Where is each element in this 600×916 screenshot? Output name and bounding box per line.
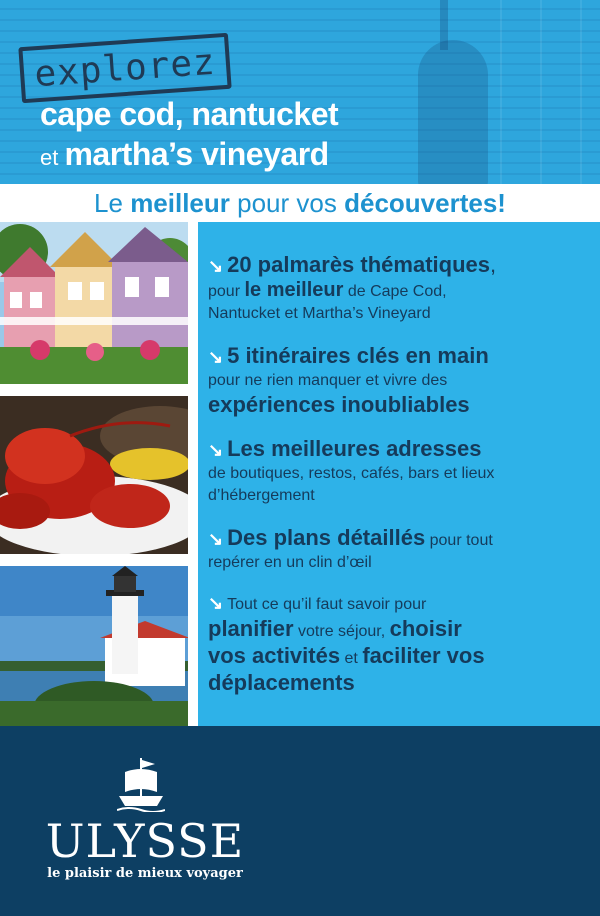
photo-lobster <box>0 396 188 554</box>
title-connector: et <box>40 145 65 170</box>
feature-4-rest: pour tout <box>425 532 493 549</box>
feature-5-bold-planifier: planifier <box>208 616 294 641</box>
arrow-down-right-icon: ↘ <box>208 529 224 549</box>
feature-2-line2: pour ne rien manquer et vivre des <box>208 372 448 389</box>
feature-3-line2: de boutiques, restos, cafés, bars et lieux <box>208 465 495 482</box>
publisher-slogan: le plaisir de mieux voyager <box>47 866 243 881</box>
feature-3-title: Les meilleures adresses <box>227 436 482 461</box>
feature-1-post: de Cape Cod, <box>343 283 447 300</box>
feature-5-line1: Tout ce qu’il faut savoir pour <box>227 596 427 613</box>
photo-column <box>0 222 198 726</box>
tagline-part-2: pour vos <box>237 187 337 218</box>
arrow-down-right-icon: ↘ <box>208 347 224 367</box>
feature-1-title: 20 palmarès thématiques <box>227 252 490 277</box>
feature-2-line3: expériences inoubliables <box>208 392 470 417</box>
feature-1-bold: le meilleur <box>244 279 344 301</box>
feature-5-bold-choisir: choisir <box>389 616 462 641</box>
feature-1-pre: pour <box>208 283 245 300</box>
feature-item <box>208 252 588 325</box>
tagline-part-1: Le <box>94 187 123 218</box>
title-line-1: cape cod, nantucket <box>40 96 339 132</box>
ship-logo-icon <box>117 756 165 812</box>
feature-item <box>208 525 588 574</box>
tagline-bold-1: meilleur <box>130 187 230 218</box>
tagline <box>0 184 600 222</box>
title-destination: martha’s vineyard <box>64 136 329 172</box>
feature-5-bold-deplacements: déplacements <box>208 670 355 695</box>
arrow-down-right-icon: ↘ <box>208 256 224 276</box>
arrow-down-right-icon: ↘ <box>208 440 224 460</box>
feature-5-bold-faciliter: faciliter vos <box>362 643 485 668</box>
arrow-down-right-icon: ↘ <box>208 593 224 613</box>
photo-gingerbread-houses <box>0 222 188 384</box>
publisher-footer <box>0 726 600 916</box>
feature-4-line2: repérer en un clin d’œil <box>208 554 372 571</box>
feature-3-line3: d’hébergement <box>208 487 315 504</box>
title-line-2 <box>40 136 329 173</box>
publisher-brand: ULYSSE <box>45 814 245 868</box>
feature-2-title: 5 itinéraires clés en main <box>227 343 489 368</box>
feature-5-mid2: et <box>340 650 363 667</box>
feature-5-mid1: votre séjour, <box>293 623 390 640</box>
features-panel <box>198 222 600 726</box>
feature-1-comma: , <box>490 252 497 277</box>
feature-item <box>208 436 588 507</box>
feature-item <box>208 343 588 418</box>
tagline-bold-2: découvertes! <box>344 187 506 218</box>
feature-4-title: Des plans détaillés <box>227 525 426 550</box>
buoy-silhouette <box>418 40 488 184</box>
explorez-stamp <box>18 33 231 104</box>
feature-1-line3: Nantucket et Martha’s Vineyard <box>208 305 431 322</box>
wood-planks-background <box>500 0 600 184</box>
feature-5-bold-activites: vos activités <box>208 643 341 668</box>
stamp-text: explorez <box>33 41 217 95</box>
feature-item <box>208 592 588 696</box>
photo-lighthouse <box>0 566 188 726</box>
cover-header <box>0 0 600 184</box>
